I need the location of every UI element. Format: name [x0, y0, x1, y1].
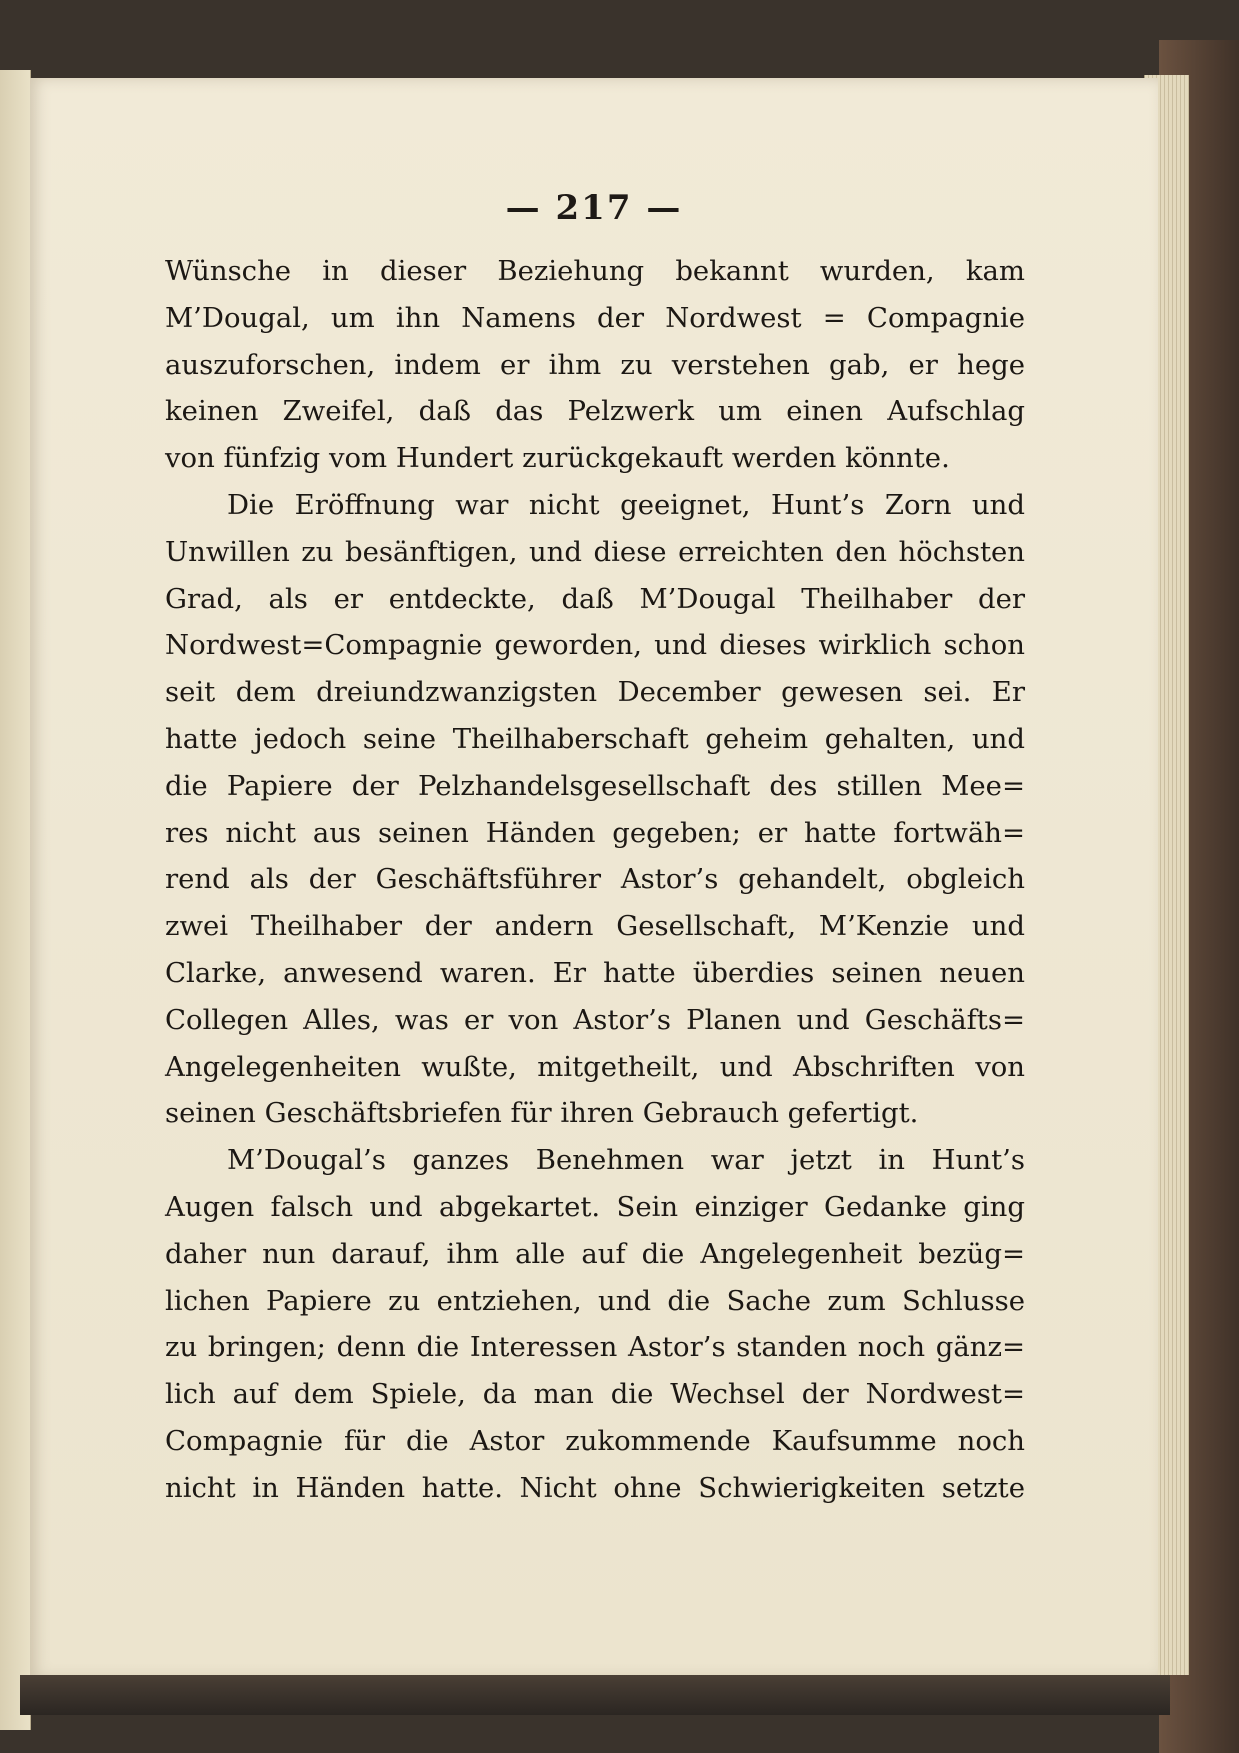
- book-page: [30, 78, 1158, 1678]
- bottom-shadow: [20, 1675, 1170, 1715]
- text-line: Augen falsch und abgekartet. Sein einziger Gedanke ging: [165, 1190, 1025, 1223]
- text-line: keinen Zweifel, daß das Pelzwerk um einen Aufschlag: [165, 395, 1025, 428]
- text-line: Collegen Alles, was er von Astor’s Planen und Geschäfts=: [165, 1003, 1025, 1036]
- text-line: Compagnie für die Astor zukommende Kaufsumme noch: [165, 1424, 1025, 1457]
- text-line: res nicht aus seinen Händen gegeben; er hatte fortwäh=: [165, 816, 1025, 849]
- text-line: seinen Geschäftsbriefen für ihren Gebrauch gefertigt.: [165, 1097, 919, 1130]
- text-line: Clarke, anwesend waren. Er hatte überdies seinen neuen: [165, 956, 1025, 989]
- text-line: Wünsche in dieser Beziehung bekannt wurden, kam: [165, 255, 1025, 287]
- text-line: M’Dougal, um ihn Namens der Nordwest = Compagnie: [165, 301, 1025, 334]
- body-text: [165, 248, 1025, 1512]
- text-line: Angelegenheiten wußte, mitgetheilt, und Abschriften von: [165, 1050, 1025, 1083]
- left-page-edge: [0, 70, 31, 1730]
- text-line: von fünfzig vom Hundert zurückgekauft werden könnte.: [165, 442, 950, 475]
- text-line: rend als der Geschäftsführer Astor’s gehandelt, obgleich: [165, 863, 1025, 896]
- page-number-header: — 217 —: [505, 188, 683, 228]
- text-line: seit dem dreiundzwanzigsten December gewesen sei. Er: [165, 676, 1025, 709]
- text-line: nicht in Händen hatte. Nicht ohne Schwierigkeiten setzte: [165, 1471, 1025, 1504]
- text-line: zu bringen; denn die Interessen Astor’s standen noch gänz=: [165, 1331, 1025, 1364]
- text-line: lich auf dem Spiele, da man die Wechsel der Nordwest=: [165, 1378, 1025, 1411]
- text-line: Nordwest=Compagnie geworden, und dieses wirklich schon: [165, 629, 1025, 662]
- text-line: die Papiere der Pelzhandelsgesellschaft des stillen Mee=: [165, 769, 1025, 802]
- text-line: daher nun darauf, ihm alle auf die Angelegenheit bezüg=: [165, 1237, 1025, 1270]
- text-line: Grad, als er entdeckte, daß M’Dougal Theilhaber der: [165, 582, 1025, 615]
- text-line: Unwillen zu besänftigen, und diese erreichten den höchsten: [165, 535, 1025, 568]
- text-line: Die Eröffnung war nicht geeignet, Hunt’s Zorn und: [227, 488, 1025, 521]
- text-line: auszuforschen, indem er ihm zu verstehen gab, er hege: [165, 348, 1025, 381]
- text-line: hatte jedoch seine Theilhaberschaft geheim gehalten, und: [165, 722, 1025, 755]
- text-line: lichen Papiere zu entziehen, und die Sache zum Schlusse: [165, 1284, 1025, 1317]
- text-line: M’Dougal’s ganzes Benehmen war jetzt in Hunt’s: [227, 1144, 1025, 1177]
- text-line: zwei Theilhaber der andern Gesellschaft, M’Kenzie und: [165, 910, 1025, 943]
